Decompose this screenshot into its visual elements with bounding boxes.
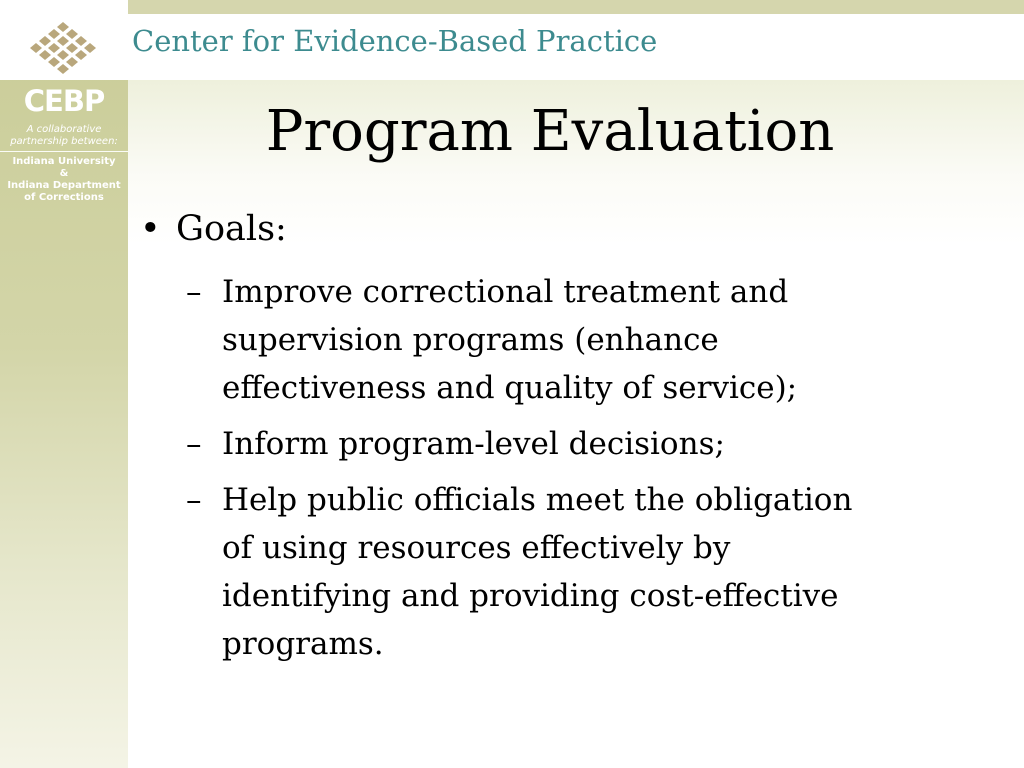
collab-line-2: partnership between: (10, 136, 118, 147)
sidebar-partners (0, 156, 128, 204)
partner-indiana-university: Indiana University (12, 156, 116, 167)
logo-box (0, 0, 128, 80)
sub-bullet-line: Improve correctional treatment and (222, 274, 789, 310)
goals-label: Goals: (176, 209, 287, 249)
sub-bullet-line: effectiveness and quality of service); (222, 370, 798, 406)
collab-line-1: A collaborative (26, 124, 102, 135)
sidebar-divider (0, 151, 128, 152)
header-org-name: Center for Evidence-Based Practice (132, 24, 658, 58)
partner-idoc-line-2: of Corrections (24, 192, 104, 203)
sub-bullet-help (140, 476, 970, 668)
dash-marker: – (186, 426, 202, 462)
dash-marker: – (186, 274, 202, 310)
sub-bullet-line: programs. (222, 626, 384, 662)
top-bar (0, 0, 1024, 14)
sidebar-acronym: CEBP (23, 84, 105, 118)
cebp-logo-icon (30, 20, 96, 76)
bullet-goals (140, 206, 970, 252)
sidebar-collab-text (0, 124, 128, 148)
sub-bullet-line: Help public officials meet the obligation (222, 482, 853, 518)
sub-bullet-line: supervision programs (enhance (222, 322, 719, 358)
bullet-marker: • (140, 209, 161, 249)
sub-bullet-line: identifying and providing cost-effective (222, 578, 839, 614)
partner-idoc-line-1: Indiana Department (7, 180, 121, 191)
sub-bullet-improve (140, 268, 970, 412)
sub-bullet-line: Inform program-level decisions; (222, 426, 725, 462)
sub-bullet-line: of using resources effectively by (222, 530, 731, 566)
sub-bullet-inform (140, 420, 970, 468)
dash-marker: – (186, 482, 202, 518)
goals-sub-list (140, 268, 970, 668)
partner-ampersand: & (59, 168, 69, 179)
slide-title: Program Evaluation (265, 99, 835, 164)
slide-content (140, 206, 970, 676)
